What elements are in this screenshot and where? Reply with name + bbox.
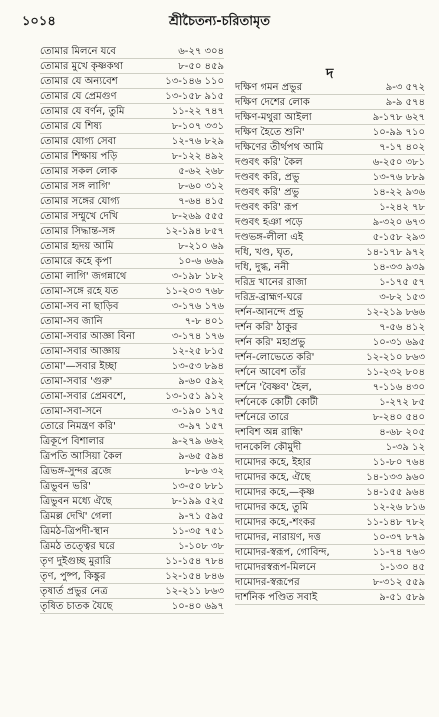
entry-phrase: তোমা-সঙ্গে রহে যত — [40, 286, 119, 297]
entry-reference: ৬-২৫০ ৩৮১ — [372, 157, 425, 168]
entry-phrase: তৃণ দুইগুচ্ছ মুরারি — [40, 556, 112, 567]
entry-reference: ৮-২৬৯ ৫৫৫ — [171, 211, 224, 222]
entry-phrase: দধি, খণ্ড, ঘৃত, — [235, 247, 294, 258]
index-entry — [235, 590, 425, 605]
entry-phrase: দামোদর কহে, ঐছে — [235, 472, 311, 483]
entry-reference: ১১-১৪৮ ৭৮২ — [366, 517, 425, 528]
entry-phrase: দক্ষিণ গমন প্রভুর — [235, 82, 303, 93]
entry-phrase: দামোদর কহে,-শংকর — [235, 517, 316, 528]
index-entry — [26, 584, 224, 599]
index-entry — [235, 110, 425, 125]
index-entry — [235, 365, 425, 380]
index-entry — [26, 149, 224, 164]
entry-phrase: দর্শন করি' ঠাকুর — [235, 322, 298, 333]
entry-reference: ১২-২১০ ৮৬৩ — [366, 352, 425, 363]
index-entry — [235, 185, 425, 200]
index-entry — [235, 95, 425, 110]
index-entry — [26, 569, 224, 584]
entry-reference: ৯-৫১ ৫৮৯ — [379, 592, 425, 603]
index-entry — [235, 440, 425, 455]
index-entry — [235, 80, 425, 95]
entry-phrase: দরিদ্র খানের রাজা — [235, 277, 307, 288]
index-entry — [235, 260, 425, 275]
entry-phrase: তোরে নিমন্ত্রণ করি' — [40, 421, 116, 432]
entry-reference: ৯-৬৫ ৫৯৪ — [178, 451, 224, 462]
entry-reference: ৭-৬৪ ৪১৫ — [178, 196, 224, 207]
entry-phrase: দণ্ডবৎ করি' কৈল — [235, 157, 303, 168]
entry-phrase: দর্শনেকে কোটী কোটী — [235, 397, 319, 408]
index-entry — [235, 500, 425, 515]
entry-phrase: তোমার যে অন্যবেশ — [40, 76, 118, 87]
entry-phrase: দামোদর, নারায়ণ, দত্ত — [235, 532, 321, 543]
entry-reference: ৯-২৭৯ ৬৬২ — [171, 436, 224, 447]
entry-phrase: দণ্ডভঙ্গ-লীলা এই — [235, 232, 304, 243]
entry-reference: ১০-৩১ ৬৯৫ — [372, 337, 425, 348]
entry-phrase: দশবিশ অন্ন রান্ধি' — [235, 427, 304, 438]
page-title: শ্রীচৈতন্য-চরিতামৃত — [168, 14, 271, 29]
index-entry — [26, 179, 224, 194]
entry-phrase: তোমার সিদ্ধান্ত-সঙ্গ — [40, 226, 116, 237]
entry-phrase: তোমা লাগি' জগন্নাথে — [40, 271, 127, 282]
entry-reference: ৫-১৫৮ ২৯৩ — [372, 232, 425, 243]
entry-reference: ৮-৩১২ ৫৫৯ — [372, 577, 425, 588]
index-entry — [235, 290, 425, 305]
index-entry — [26, 524, 224, 539]
entry-phrase: তোমার যে প্রেমগুণ — [40, 91, 117, 102]
entry-phrase: দার্শনিক পণ্ডিত সবাই — [235, 592, 318, 603]
index-entry — [26, 59, 224, 74]
entry-reference: ৫-৬২ ২৬৮ — [178, 166, 224, 177]
section-letter: দ — [326, 66, 334, 82]
entry-phrase: তোমার হৃদয় আমি — [40, 241, 114, 252]
entry-phrase: তোমার শিক্ষায় পড়ি — [40, 151, 118, 162]
entry-reference: ৮-২১০ ৬৯ — [178, 241, 224, 252]
entry-reference: ১৪-৩৩ ৯৩৯ — [372, 262, 425, 273]
entry-phrase: তোমার সকল লোক — [40, 166, 118, 177]
entry-reference: ১০-৬ ৬৬৯ — [178, 256, 224, 267]
entry-phrase: দর্শনে আবেশ তাঁর — [235, 367, 306, 378]
entry-reference: ৯-৭১ ৫৯৫ — [178, 511, 224, 522]
index-entry — [26, 269, 224, 284]
entry-reference: ১-২৪২ ৭৮ — [379, 202, 425, 213]
entry-reference: ৮-৫০ ৪৫৯ — [178, 61, 224, 72]
entry-phrase: ত্রিমল্ল দেখি' গেলা — [40, 511, 112, 522]
entry-reference: ১৪-১৫৫ ৯৬৪ — [366, 487, 425, 498]
entry-reference: ১৩-৫০ ৮৮১ — [171, 481, 224, 492]
index-entry — [235, 395, 425, 410]
index-entry — [26, 314, 224, 329]
index-entry — [26, 239, 224, 254]
index-entry — [26, 224, 224, 239]
entry-reference: ৩-১৯৮ ১৮২ — [171, 271, 224, 282]
entry-phrase: তোমা-সবার আজ্ঞায় — [40, 346, 121, 357]
entry-reference: ৭-১১৬ ৪৩০ — [372, 382, 425, 393]
entry-phrase: তোমা-সবার 'গুরু' — [40, 376, 113, 387]
index-entry — [235, 485, 425, 500]
index-entry — [26, 134, 224, 149]
index-entry — [26, 404, 224, 419]
index-entry — [26, 44, 224, 59]
entry-reference: ৮-১২২ ৪৯২ — [171, 151, 224, 162]
entry-reference: ৩-১৭৬ ১৭৬ — [171, 301, 224, 312]
entry-phrase: দামোদর কহে,—কৃষ্ণ — [235, 487, 315, 498]
entry-phrase: তোমার মুখে কৃষ্ণকথা — [40, 61, 123, 72]
index-entry — [235, 305, 425, 320]
index-entry — [235, 530, 425, 545]
entry-phrase: তৃষার্ত প্রভুর নেত্র — [40, 586, 108, 597]
index-entry — [235, 545, 425, 560]
entry-reference: ১০-৪০ ৬৯৭ — [171, 601, 224, 612]
index-entry — [26, 419, 224, 434]
entry-reference: ১১-১৫৪ ৭৮৪ — [165, 556, 224, 567]
entry-phrase: দর্শন-লোভেতে করি' — [235, 352, 315, 363]
entry-phrase: তোমার মিলনে যবে — [40, 46, 116, 57]
index-entry — [235, 335, 425, 350]
entry-reference: ১০-৯৯ ৭১০ — [372, 127, 425, 138]
entry-phrase: তৃষিত চাতক যৈছে — [40, 601, 113, 612]
entry-reference: ১৪-১৩৩ ৯৬০ — [366, 472, 425, 483]
entry-reference: ৬-২৭ ৩০৪ — [178, 46, 224, 57]
index-entry — [26, 284, 224, 299]
entry-reference: ১৪-১৭৮ ৯৭২ — [366, 247, 425, 258]
entry-phrase: দর্শনেরে তারে — [235, 412, 289, 423]
entry-phrase: তোমার সম্মুখে দেখি — [40, 211, 119, 222]
entry-phrase: তোমার যোগ্য সেবা — [40, 136, 117, 147]
entry-reference: ৭-১৭ ৪০২ — [379, 142, 425, 153]
index-entry — [235, 515, 425, 530]
index-entry — [26, 599, 224, 614]
entry-reference: ৯-৬০ ৫৯২ — [178, 376, 224, 387]
entry-reference: ১৩-১৪৬ ১১০ — [165, 76, 224, 87]
page-number: ১০১৪ — [22, 14, 56, 29]
entry-reference: ৭-৫৬ ৪১২ — [379, 322, 425, 333]
index-column-right — [235, 80, 425, 605]
entry-reference: ১৩-১৫১ ৯১২ — [165, 391, 224, 402]
index-entry — [26, 89, 224, 104]
entry-phrase: তোমা-সবার আজ্ঞা বিনা — [40, 331, 135, 342]
entry-phrase: দানকেলি কৌমুদী — [235, 442, 302, 453]
index-entry — [26, 344, 224, 359]
entry-phrase: তোমার যে শিষ্য — [40, 121, 102, 132]
index-entry — [235, 380, 425, 395]
entry-phrase: দক্ষিণ-মথুরা আইলা — [235, 112, 312, 123]
entry-phrase: ত্রিপতি আসিয়া কৈল — [40, 451, 123, 462]
entry-reference: ১২-২৫ ৮১৫ — [171, 346, 224, 357]
index-entry — [26, 389, 224, 404]
entry-reference: ১১-৭৪ ৭৬৩ — [372, 547, 425, 558]
entry-phrase: তোমা-সব না ছাড়িব — [40, 301, 119, 312]
entry-reference: ১৩-৭৬ ৮৮৯ — [372, 172, 425, 183]
entry-reference: ১১-২৩২ ৮০৪ — [366, 367, 425, 378]
entry-reference: ৮-২৪০ ৫৪০ — [372, 412, 425, 423]
entry-reference: ১২-২৬ ৮১৬ — [372, 502, 425, 513]
entry-reference: ১১-৩৫ ৭৫১ — [171, 526, 224, 537]
entry-reference: ১৩-৫৩ ৮৯৪ — [171, 361, 224, 372]
index-entry — [235, 170, 425, 185]
entry-reference: ১০-৩৭ ৮৭৯ — [372, 532, 425, 543]
index-entry — [26, 539, 224, 554]
entry-phrase: দণ্ডবৎ করি' প্রভু — [235, 187, 300, 198]
entry-reference: ৮-১০৭ ৩৩১ — [171, 121, 224, 132]
entry-phrase: দর্শন করি' মহাপ্রভু — [235, 337, 306, 348]
index-entry — [235, 140, 425, 155]
entry-reference: ৭-৮ ৪০১ — [184, 316, 224, 327]
entry-reference: ১১-২২ ৭৪৭ — [171, 106, 224, 117]
entry-phrase: তোমা'—সবার ইচ্ছা — [40, 361, 117, 372]
entry-reference: ১১-৮০ ৭৬৪ — [372, 457, 425, 468]
entry-phrase: দর্শন-আনন্দে প্রভু — [235, 307, 304, 318]
index-entry — [26, 209, 224, 224]
index-entry — [26, 479, 224, 494]
entry-phrase: তৃণ, পুষ্প, কিঙ্কুর — [40, 571, 106, 582]
entry-reference: ১-১০৮ ৩৮ — [178, 541, 224, 552]
index-entry — [235, 350, 425, 365]
index-entry — [235, 320, 425, 335]
entry-reference: ৯-৯ ৫৭৪ — [385, 97, 425, 108]
entry-phrase: দামোদর কহে, ইহার — [235, 457, 312, 468]
entry-phrase: ত্রিভঙ্গ-সুন্দর ব্রজে — [40, 466, 112, 477]
entry-reference: ৯-৩২০ ৬৭৩ — [372, 217, 425, 228]
entry-phrase: দক্ষিণ দেশের লোক — [235, 97, 310, 108]
entry-phrase: ত্রিকূপে বিশালার — [40, 436, 105, 447]
entry-phrase: ত্রিমঠ-ত্রিপদী-স্থান — [40, 526, 109, 537]
entry-phrase: ত্রিভুবন ভরি' — [40, 481, 91, 492]
entry-phrase: দণ্ডবৎ করি' রূপ — [235, 202, 299, 213]
entry-phrase: তোমারে কহে কৃপা — [40, 256, 112, 267]
entry-phrase: দরিদ্র-ব্রাহ্মণ-ঘরে — [235, 292, 303, 303]
entry-reference: ১৩-১৫৮ ৯১৫ — [165, 91, 224, 102]
index-entry — [26, 509, 224, 524]
entry-phrase: দর্শনে 'বৈষ্ণব' হৈল, — [235, 382, 312, 393]
entry-phrase: দণ্ডবৎ করি, প্রভু — [235, 172, 300, 183]
entry-reference: ১২-১৫৪ ৮৪৬ — [165, 571, 224, 582]
entry-phrase: তোমার যে বর্ণন, তুমি — [40, 106, 125, 117]
entry-phrase: দধি, দুগ্ধ, ননী — [235, 262, 290, 273]
index-entry — [26, 449, 224, 464]
index-entry — [235, 560, 425, 575]
index-entry — [26, 104, 224, 119]
entry-phrase: দামোদর-স্বরূপ, গোবিন্দ, — [235, 547, 330, 558]
index-entry — [235, 200, 425, 215]
index-entry — [235, 470, 425, 485]
entry-reference: ৪-৬৮ ২০৫ — [379, 427, 425, 438]
index-entry — [26, 299, 224, 314]
entry-reference: ৮-৮৬ ৩২ — [184, 466, 224, 477]
index-entry — [26, 194, 224, 209]
entry-reference: ১২-২১৯ ৮৬৬ — [366, 307, 425, 318]
entry-reference: ৩-৯৭ ১৫৭ — [178, 421, 224, 432]
entry-phrase: দামোদরস্বরূপ-মিলনে — [235, 562, 316, 573]
entry-phrase: দক্ষিণের তীর্থপথ আমি — [235, 142, 324, 153]
entry-reference: ১-২৭২ ৮৫ — [379, 397, 425, 408]
index-entry — [26, 164, 224, 179]
index-entry — [26, 494, 224, 509]
entry-reference: ১৪-২২ ৯৩৬ — [372, 187, 425, 198]
entry-reference: ১২-২১১ ৮৬৩ — [165, 586, 224, 597]
entry-reference: ৯-৩ ৫৭২ — [385, 82, 425, 93]
entry-phrase: দক্ষিণ হৈতে শুনি' — [235, 127, 305, 138]
index-entry — [26, 329, 224, 344]
index-entry — [26, 359, 224, 374]
entry-phrase: দামোদর কহে, তুমি — [235, 502, 309, 513]
index-entry — [26, 434, 224, 449]
entry-phrase: দণ্ডবৎ হঞা পড়ে — [235, 217, 303, 228]
entry-reference: ১-১৩০ ৪৫ — [379, 562, 425, 573]
entry-phrase: ত্রিমঠ তত্ত্বের ঘরে — [40, 541, 115, 552]
index-entry — [235, 215, 425, 230]
index-entry — [26, 554, 224, 569]
entry-reference: ৮-৬০ ৩১২ — [178, 181, 224, 192]
index-entry — [235, 425, 425, 440]
entry-reference: ৮-১৯৯ ৫২৫ — [171, 496, 224, 507]
entry-reference: ৯-১৭৮ ৬২৭ — [372, 112, 425, 123]
entry-phrase: তোমা-সব জানি — [40, 316, 103, 327]
index-entry — [26, 74, 224, 89]
index-entry — [235, 230, 425, 245]
index-entry — [235, 575, 425, 590]
entry-reference: ৩-৮২ ১৫৩ — [379, 292, 425, 303]
index-entry — [26, 464, 224, 479]
entry-phrase: তোমার সঙ্গ লাগি' — [40, 181, 111, 192]
entry-phrase: তোমার সঙ্গের যোগ্য — [40, 196, 120, 207]
index-column-left — [26, 44, 224, 614]
index-entry — [235, 275, 425, 290]
entry-phrase: তোমা-সবার প্রেমবশে, — [40, 391, 127, 402]
index-entry — [235, 455, 425, 470]
entry-phrase: তোমা-সবা-সনে — [40, 406, 102, 417]
page-header — [0, 10, 439, 32]
entry-phrase: ত্রিভুবন মধ্যে ঐছে — [40, 496, 112, 507]
index-entry — [26, 254, 224, 269]
index-entry — [235, 125, 425, 140]
entry-reference: ১-৩৯ ১২ — [385, 442, 425, 453]
index-entry — [26, 374, 224, 389]
entry-reference: ১-১৭৫ ৫৭ — [379, 277, 425, 288]
index-entry — [235, 155, 425, 170]
entry-reference: ১২-১৯৪ ৮৫৭ — [165, 226, 224, 237]
entry-reference: ৩-১৭৪ ১৭৬ — [171, 331, 224, 342]
index-entry — [26, 119, 224, 134]
entry-reference: ৩-১৯০ ১৭৫ — [171, 406, 224, 417]
entry-phrase: দামোদর-স্বরূপের — [235, 577, 300, 588]
entry-reference: ১২-৭৬ ৮২৯ — [171, 136, 224, 147]
entry-reference: ১১-২০৩ ৭৬৮ — [165, 286, 224, 297]
index-entry — [235, 245, 425, 260]
index-entry — [235, 410, 425, 425]
